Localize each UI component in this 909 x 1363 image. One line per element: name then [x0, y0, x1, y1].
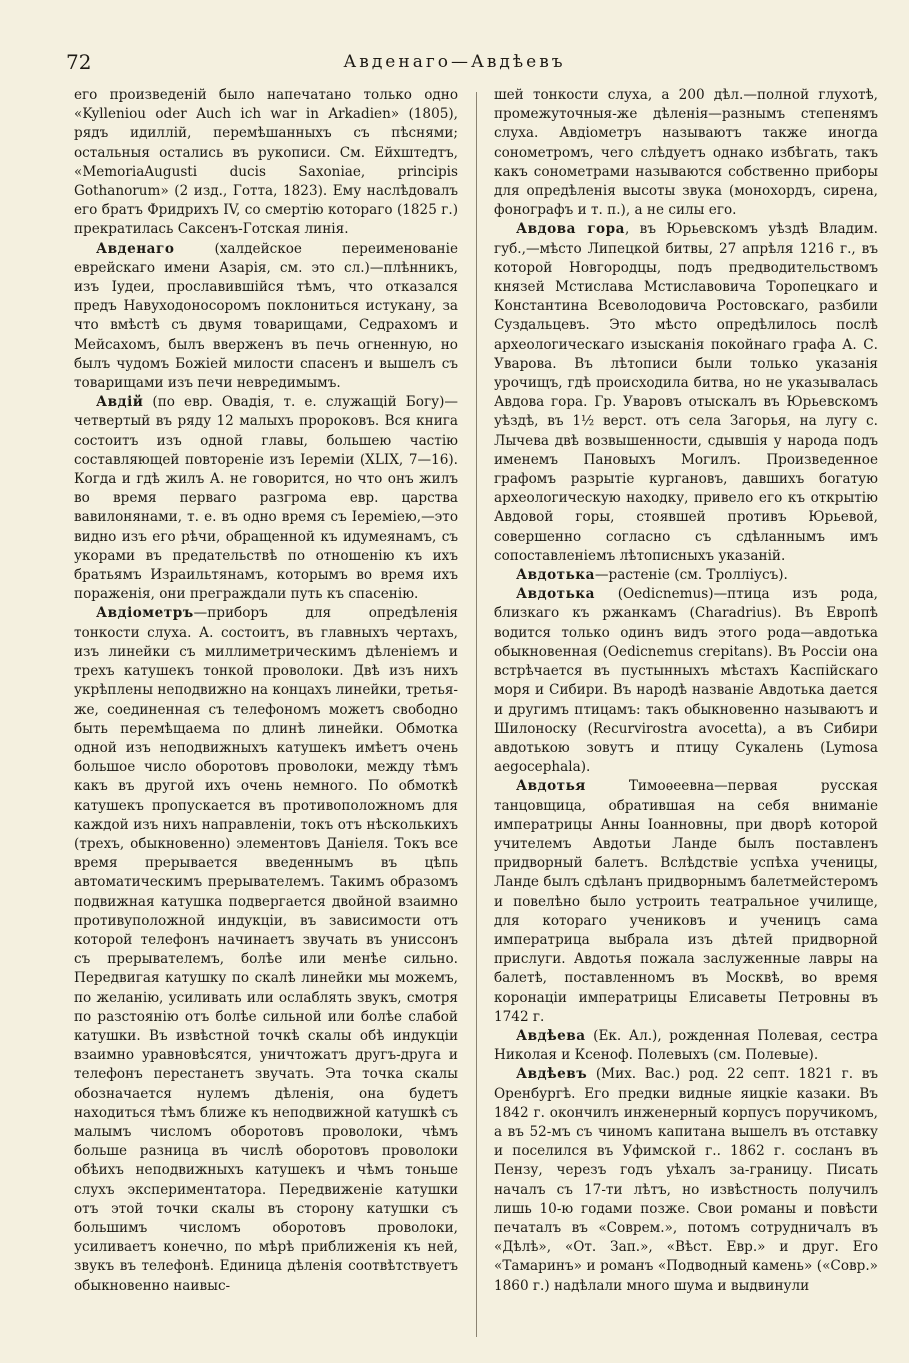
entry-headword: Авдова гора [516, 221, 625, 238]
entry-avdotka-bird: Авдотька (Oedicnemus)—птица изъ рода, близкаго къ ржанкамъ (Charadrius). Въ Европѣ водится только одинъ видъ этого рода—авдотька обыкновенная (Oedicnemus crepitans). Въ Россіи она встрѣчается въ пустынныхъ мѣстахъ Каспійскаго моря и Сибири. Въ народѣ названіе Авдотька дается и другимъ птицамъ: такъ обыкновенно называютъ и Шилоноску (Recurvirostra avocetta), а въ Сибири авдотькою зовутъ и птицу Сукалень (Lymosa aegocephala). [494, 586, 878, 776]
entry-headword: Авдотька [516, 586, 595, 603]
entry-headword: Авдотька [516, 567, 595, 584]
entry-headword: Авдотья [516, 778, 586, 795]
running-title: Авденаго—Авдѣевъ [343, 52, 566, 72]
entry-avdotya: Авдотья Тимоѳеевна—первая русская танцовщица, обратившая на себя вниманіе императрицы Анны Іоанновны, при дворѣ которой учителемъ Авдотьи Ланде былъ поставленъ придворный балетъ. Вслѣдствіе успѣха ученицы, Ланде былъ сдѣланъ придворнымъ балетмейстеромъ и повелѣно было устроить театральное училище, для котораго учениковъ и ученицъ сама императрица выбрала изъ дѣтей придворной прислуги. Авдотья пожала заслуженные лавры на балетѣ, поставленномъ въ Москвѣ, во время коронаціи императрицы Елисаветы Петровны въ 1742 г. [494, 778, 878, 1025]
entry-avdova-gora: Авдова гора, въ Юрьевскомъ уѣздѣ Владим. губ.,—мѣсто Липецкой битвы, 27 апрѣля 1216 г., въ которой Новгородцы, подъ предводительствомъ князей Мстислава Мстиславовича Торопецкаго и Константина Всеволодовича Ростовскаго, разбили Суздальцевъ. Это мѣсто опредѣлилось послѣ археологическаго изысканія покойнаго графа А. С. Уварова. Въ лѣтописи были только указанія урочищъ, гдѣ происходила битва, но не указывалась Авдова гора. Гр. Уваровъ отыскалъ въ Юрьевскомъ уѣздѣ, въ 1½ верст. отъ села Загорья, на лугу с. Лычева двѣ возвышенности, сдывшія у народа подъ именемъ Пановыхъ Могилъ. Произведенное графомъ разрытіе кургановъ, давшихъ богатую археологическую находку, привело его къ открытію Авдовой горы, стоявшей противъ Юрьевой, совершенно согласно съ сдѣланнымъ имъ сопоставленіемъ лѣтописныхъ указаній. [494, 221, 878, 564]
left-column [74, 86, 458, 1348]
column-divider [476, 92, 477, 1337]
entry-headword: Авдій [96, 394, 144, 411]
entry-headword: Авденаго [96, 240, 175, 257]
entry-continuation: его произведеній было напечатано только одно «Kylleniou oder Auch ich war in Arkadien» (1805), рядъ идиллій, перемѣшанныхъ съ пѣснями; остальныя остались въ рукописи. См. Eйхштедтъ, «MemoriaAugusti ducis Saxoniae, principis Gothanorum» (2 изд., Готта, 1823). Ему наслѣдовалъ его братъ Фридрихъ IV, со смертію котораго (1825 г.) прекратилась Саксенъ-Готская линія. [74, 87, 458, 238]
entry-avdeeva: Авдѣева (Ек. Ал.), рожденная Полевая, сестра Николая и Ксеноф. Полевыхъ (см. Полевые). [494, 1027, 878, 1064]
entry-avdiometr: Авдіометръ—приборъ для опредѣленія тонкости слуха. А. состоитъ, въ главныхъ чертахъ, изъ линейки съ миллиметрическимъ дѣленіемъ и трехъ катушекъ тонкой проволоки. Двѣ изъ нихъ укрѣплены неподвижно на концахъ линейки, третья-же, соединенная съ телефономъ можетъ свободно быть перемѣщаема по длинѣ линейки. Обмотка одной изъ неподвижныхъ катушекъ имѣетъ очень большое число оборотовъ проволоки, между тѣмъ какъ въ другой ихъ очень немного. По обмоткѣ катушекъ пропускается въ противоположномъ для каждой изъ нихъ направленіи, токъ отъ нѣсколькихъ (трехъ, обыкновенно) элементовъ Даніеля. Токъ все время прерывается введеннымъ въ цѣпь автоматическимъ прерывателемъ. Такимъ образомъ подвижная катушка подвергается двойной взаимно противуположной индукціи, въ зависимости отъ которой телефонъ начинаетъ звучать въ униссонъ съ прерывателемъ, болѣе или менѣе сильно. Передвигая катушку по скалѣ линейки мы можемъ, по желанію, усиливать или ослаблять звукъ, смотря по разстоянію отъ болѣе сильной или болѣе слабой катушки. Въ извѣстной точкѣ скалы обѣ индукціи взаимно уравновѣсятся, уничтожатъ другъ-друга и телефонъ перестанетъ звучать. Эта точка скалы обозначается нулемъ дѣленія, она будетъ находиться тѣмъ ближе къ неподвижной катушкѣ съ малымъ числомъ оборотовъ проволоки, чѣмъ больше разница въ числѣ оборотовъ проволоки обѣихъ неподвижныхъ катушекъ и чѣмъ тоньше слухъ экспериментатора. Передвиженіе катушки отъ этой точки скалы въ сторону катушки съ большимъ числомъ оборотовъ проволоки, усиливаетъ конечно, по мѣрѣ приближенія къ ней, звукъ въ телефонѣ. Единица дѣленія соотвѣтствуетъ обыкновенно наивыс- [74, 605, 458, 1294]
entry-avdiy: Авдій (по евр. Овадія, т. е. служащій Богу)—четвертый въ ряду 12 малыхъ пророковъ. Вся книга состоитъ изъ одной главы, большею частію составляющей повтореніе изъ Іереміи (XLIX, 7—16). Когда и гдѣ жилъ А. не говорится, но что онъ жилъ во время перваго разгрома евр. царства вавилонянами, т. е. въ одно время съ Іереміею,—это видно изъ его рѣчи, обращенной къ идумеянамъ, съ укорами въ предательствѣ по отношенію къ ихъ братьямъ Израильтянамъ, которымъ во время ихъ пораженія, они преграждали путь къ спасенію. [74, 394, 458, 603]
entry-avdenago: Авденаго (халдейское переименованіе еврейскаго имени Азарія, см. это сл.)—плѣнникъ, изъ Іудеи, прославившійся тѣмъ, что отказался предъ Навуходоносоромъ поклониться истукану, за что вмѣстѣ съ двумя товарищами, Седрахомъ и Мейсахомъ, былъ вверженъ въ печь огненную, но былъ чудомъ Божіей милости спасенъ и вышелъ съ товарищами изъ печи невредимымъ. [74, 240, 458, 392]
right-column [494, 86, 878, 1348]
entry-avdotka-plant: Авдотька—растеніе (см. Тролліусъ). [516, 567, 788, 584]
entry-headword: Авдѣевъ [516, 1066, 588, 1083]
page-number: 72 [66, 50, 92, 74]
entry-continuation: шей тонкости слуха, а 200 дѣл.—полной глухотѣ, промежуточныя-же дѣленія—разнымъ степенямъ слуха. Авдіометръ называютъ также иногда сонометромъ, чего слѣдуетъ однако избѣгать, такъ какъ сонометрами называются собственно приборы для опредѣленія высоты звука (монохордъ, сирена, фонографъ и т. п.), а не силы его. [494, 87, 878, 219]
text-columns [74, 86, 878, 1348]
entry-avdeev: Авдѣевъ (Мих. Вас.) род. 22 септ. 1821 г. въ Оренбургѣ. Его предки видные яицкіе казаки. Въ 1842 г. окончилъ инженерный корпусъ поручикомъ, а въ 52-мъ съ чиномъ капитана вышелъ въ отставку и поселился въ Уфимской г.. 1862 г. сосланъ въ Пензу, черезъ годъ уѣхалъ за-границу. Писать началъ съ 17-ти лѣтъ, но извѣстность получилъ лишь 10-ю годами позже. Свои романы и повѣсти печаталъ въ «Соврем.», потомъ сотрудничалъ въ «Дѣлѣ», «От. Зап.», «Вѣст. Евр.» и друг. Его «Тамаринъ» и романъ «Подводный камень» («Совр.» 1860 г.) надѣлали много шума и выдвинули [494, 1066, 878, 1294]
entry-headword: Авдѣева [516, 1027, 586, 1044]
entry-headword: Авдіометръ [96, 605, 194, 622]
